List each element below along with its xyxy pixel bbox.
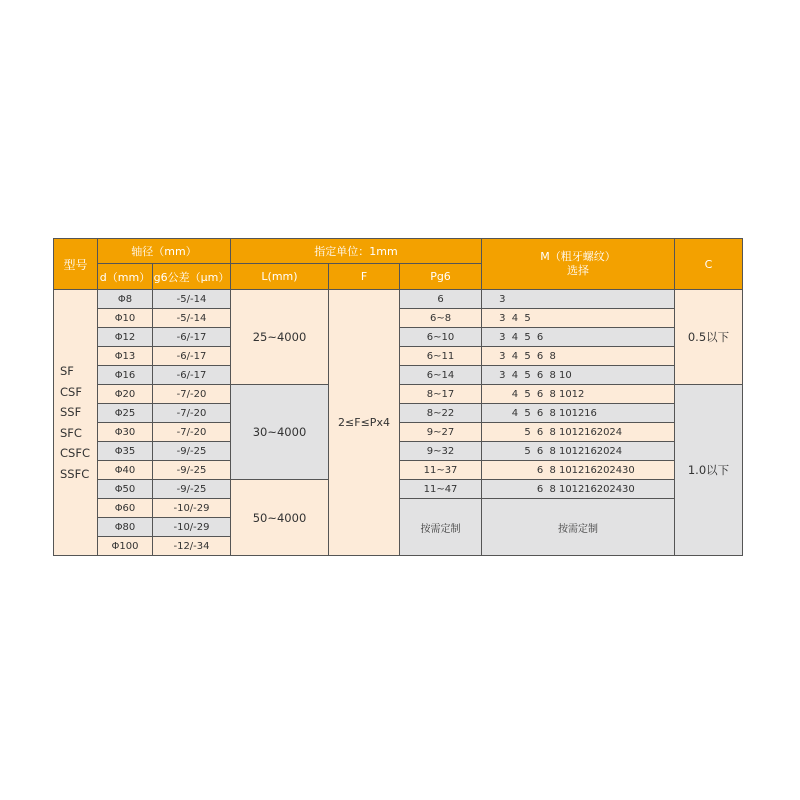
l-range: 30~4000 [231,385,329,480]
m-value: 5 [524,388,531,400]
pg6-value: 6~14 [400,366,482,385]
shaft-d: Φ50 [98,480,153,499]
shaft-tolerance: -12/-34 [153,537,231,556]
m-value: 6 [536,445,544,457]
m-value: 16 [584,445,597,457]
pg6-value: 6~8 [400,309,482,328]
shaft-d: Φ16 [98,366,153,385]
pg6-value: 11~47 [400,480,482,499]
model-item: SSF [60,405,82,419]
c-value: 0.5以下 [675,290,743,385]
m-value: 5 [524,407,531,419]
m-value: 6 [536,369,544,381]
shaft-tolerance: -5/-14 [153,309,231,328]
m-values [482,461,675,480]
shaft-d: Φ20 [98,385,153,404]
m-value: 30 [621,483,635,495]
m-value: 4 [511,369,519,381]
m-value: 5 [524,350,531,362]
m-value: 3 [499,293,506,305]
m-value: 8 [549,464,556,476]
model-item: CSF [60,384,82,399]
model-item: SFC [60,425,82,440]
pg6-value: 8~22 [400,404,482,423]
m-value: 4 [511,331,519,343]
pg6-custom: 按需定制 [400,499,482,556]
header-pg6: Pg6 [400,264,482,290]
m-value: 4 [511,312,519,324]
m-custom: 按需定制 [482,499,675,556]
m-value: 12 [571,483,585,495]
m-value: 8 [549,388,556,400]
model-item: SSFC [60,466,90,481]
shaft-tolerance: -7/-20 [153,404,231,423]
header-unit: 指定单位：1mm [231,239,482,264]
m-value: 6 [536,350,544,362]
m-value: 20 [596,426,610,438]
spec-table [53,238,743,556]
header-f: F [329,264,400,290]
m-value: 8 [549,426,556,438]
m-values [482,328,675,347]
shaft-tolerance: -7/-20 [153,423,231,442]
shaft-d: Φ40 [98,461,153,480]
header-shaft-diameter: 轴径（mm） [98,239,231,264]
m-values [482,480,675,499]
shaft-tolerance: -5/-14 [153,290,231,309]
m-value: 4 [511,388,519,400]
m-value: 10 [558,407,572,419]
m-value: 5 [524,369,531,381]
shaft-d: Φ30 [98,423,153,442]
header-m-thread [482,239,675,290]
shaft-d: Φ13 [98,347,153,366]
m-value: 10 [558,388,572,400]
header-d: d（mm） [98,264,153,290]
header-m-line2: 选择 [567,264,590,277]
shaft-d: Φ25 [98,404,153,423]
shaft-tolerance: -9/-25 [153,442,231,461]
model-list [54,290,98,556]
shaft-d: Φ80 [98,518,153,537]
m-value: 24 [609,483,623,495]
m-value: 4 [511,350,519,362]
shaft-tolerance: -6/-17 [153,328,231,347]
m-value: 8 [549,350,556,362]
m-values [482,404,675,423]
pg6-value: 6~11 [400,347,482,366]
m-value: 4 [511,407,519,419]
m-value: 3 [499,331,506,343]
m-value: 10 [559,483,572,495]
shaft-tolerance: -9/-25 [153,461,231,480]
m-value: 16 [584,426,597,438]
shaft-d: Φ60 [98,499,153,518]
m-value: 10 [558,426,572,438]
m-value: 8 [549,445,556,457]
model-item: CSFC [60,446,90,460]
m-value: 6 [536,388,544,400]
shaft-tolerance: -6/-17 [153,347,231,366]
m-value: 12 [571,407,585,419]
shaft-tolerance: -10/-29 [153,518,231,537]
m-values [482,385,675,404]
shaft-d: Φ35 [98,442,153,461]
header-l: L(mm) [231,264,329,290]
m-values [482,366,675,385]
header-m-line1: M（粗牙螺纹） [540,250,616,263]
shaft-tolerance: -7/-20 [153,385,231,404]
m-values [482,347,675,366]
pg6-value: 6 [400,290,482,309]
pg6-value: 8~17 [400,385,482,404]
m-value: 6 [536,483,544,495]
m-value: 8 [549,407,556,419]
m-value: 16 [584,407,597,419]
shaft-d: Φ8 [98,290,153,309]
m-value: 5 [524,331,531,343]
m-value: 16 [584,464,597,476]
shaft-d: Φ100 [98,537,153,556]
l-range: 50~4000 [231,480,329,556]
m-value: 12 [571,388,585,400]
m-value: 20 [596,483,610,495]
m-value: 24 [609,464,623,476]
m-values [482,442,675,461]
m-value: 8 [549,483,556,495]
m-value: 20 [596,464,610,476]
shaft-d: Φ10 [98,309,153,328]
m-value: 10 [558,369,572,381]
m-value: 12 [571,426,585,438]
shaft-tolerance: -10/-29 [153,499,231,518]
m-value: 6 [536,407,544,419]
m-value: 5 [524,445,531,457]
m-value: 24 [609,445,623,457]
model-item: SF [60,364,74,378]
m-value: 3 [499,369,506,381]
m-value: 3 [499,350,506,362]
m-values [482,309,675,328]
m-value: 20 [596,445,610,457]
header-c: C [675,239,743,290]
shaft-tolerance: -6/-17 [153,366,231,385]
m-value: 12 [571,445,585,457]
m-value: 30 [621,464,635,476]
m-values [482,290,675,309]
m-value: 10 [558,445,572,457]
m-value: 12 [571,464,585,476]
m-value: 10 [559,464,572,476]
pg6-value: 9~32 [400,442,482,461]
m-value: 5 [524,426,531,438]
m-value: 16 [584,483,597,495]
pg6-value: 6~10 [400,328,482,347]
m-value: 6 [536,331,544,343]
l-range: 25~4000 [231,290,329,385]
m-value: 5 [524,312,531,324]
m-value: 8 [549,369,556,381]
shaft-d: Φ12 [98,328,153,347]
m-values [482,423,675,442]
pg6-value: 9~27 [400,423,482,442]
pg6-value: 11~37 [400,461,482,480]
c-value: 1.0以下 [675,385,743,556]
m-value: 24 [609,426,623,438]
shaft-tolerance: -9/-25 [153,480,231,499]
m-value: 6 [536,464,544,476]
header-g6-tolerance: g6公差（μm） [153,264,231,290]
f-range: 2≤F≤Px4 [329,290,400,556]
header-model: 型号 [54,239,98,290]
m-value: 6 [536,426,544,438]
m-value: 3 [499,312,506,324]
